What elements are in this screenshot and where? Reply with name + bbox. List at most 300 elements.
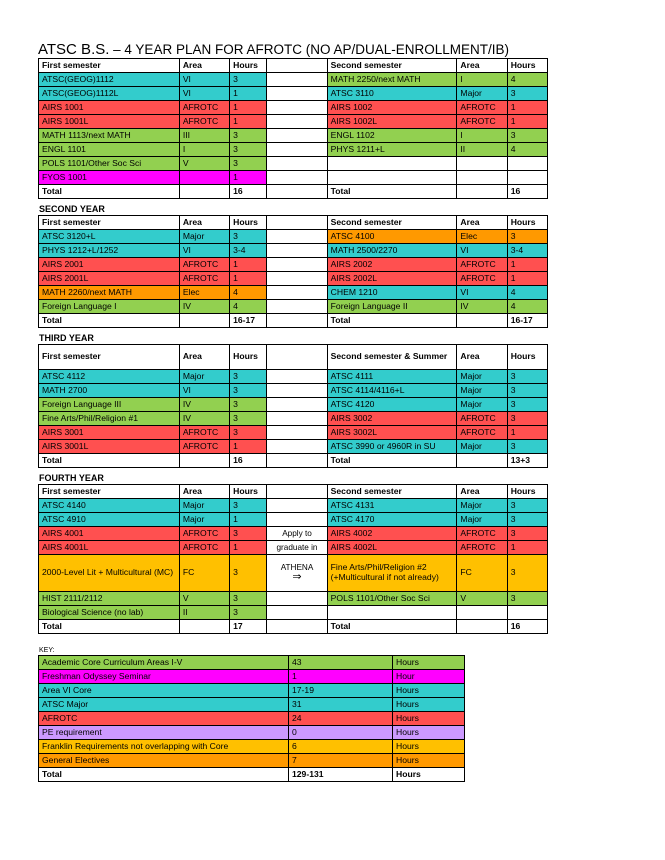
course-hours: 3 xyxy=(230,73,267,87)
spacer-cell xyxy=(267,129,327,143)
year-table xyxy=(38,344,548,468)
course-hours: 4 xyxy=(507,73,547,87)
course-hours: 1 xyxy=(230,272,267,286)
course-name: AIRS 4002L xyxy=(327,541,457,555)
spacer-cell xyxy=(267,384,327,398)
course-area xyxy=(457,157,507,171)
course-hours: 1 xyxy=(230,440,267,454)
course-hours: 1 xyxy=(230,513,267,527)
course-name: ATSC 4114/4116+L xyxy=(327,384,457,398)
course-hours: 3 xyxy=(507,384,547,398)
course-area: I xyxy=(179,143,229,157)
total-label: Total xyxy=(327,314,457,328)
spacer-cell xyxy=(267,440,327,454)
course-name: AIRS 2001L xyxy=(39,272,180,286)
key-row xyxy=(39,698,465,712)
key-total-row xyxy=(39,768,465,782)
course-hours: 3 xyxy=(507,129,547,143)
course-hours xyxy=(507,171,547,185)
header-first-semester: First semester xyxy=(39,216,180,230)
course-area: AFROTC xyxy=(179,115,229,129)
key-hours: 7 xyxy=(289,754,393,768)
course-hours: 3 xyxy=(507,370,547,384)
key-row xyxy=(39,684,465,698)
course-area: V xyxy=(457,592,507,606)
key-category: Franklin Requirements not overlapping with Core xyxy=(39,740,289,754)
table-row xyxy=(39,157,548,171)
spacer-cell xyxy=(267,185,327,199)
total-hours: 16 xyxy=(230,454,267,468)
course-hours: 3 xyxy=(507,592,547,606)
apply-note-line2: graduate in xyxy=(267,541,327,555)
spacer-cell xyxy=(267,272,327,286)
year-table xyxy=(38,58,548,199)
course-hours: 3-4 xyxy=(230,244,267,258)
table-row xyxy=(39,541,548,555)
course-area: IV xyxy=(457,300,507,314)
course-name: ENGL 1101 xyxy=(39,143,180,157)
course-area: AFROTC xyxy=(179,426,229,440)
header-first-semester: First semester xyxy=(39,59,180,73)
spacer-cell xyxy=(267,370,327,384)
key-unit: Hours xyxy=(393,726,465,740)
course-area: V xyxy=(179,592,229,606)
spacer-cell xyxy=(267,345,327,370)
spacer-cell xyxy=(267,157,327,171)
table-header-row xyxy=(39,345,548,370)
spacer-cell xyxy=(267,115,327,129)
table-header-row xyxy=(39,59,548,73)
course-hours: 3 xyxy=(507,412,547,426)
course-name: ATSC 4112 xyxy=(39,370,180,384)
course-hours xyxy=(507,157,547,171)
total-hours: 17 xyxy=(230,620,267,634)
course-name: ATSC 4120 xyxy=(327,398,457,412)
right-arrow-icon: ⇒ xyxy=(292,571,302,583)
table-row xyxy=(39,527,548,541)
course-name: ATSC 4910 xyxy=(39,513,180,527)
course-name: AIRS 3002L xyxy=(327,426,457,440)
course-area: II xyxy=(457,143,507,157)
course-name xyxy=(327,606,457,620)
course-area: AFROTC xyxy=(179,101,229,115)
course-name: AIRS 2002L xyxy=(327,272,457,286)
key-category: PE requirement xyxy=(39,726,289,740)
header-second-semester: Second semester xyxy=(327,59,457,73)
course-area: FC xyxy=(457,555,507,592)
course-hours: 4 xyxy=(507,143,547,157)
header-area: Area xyxy=(179,216,229,230)
key-unit: Hours xyxy=(393,698,465,712)
key-row xyxy=(39,740,465,754)
course-area: AFROTC xyxy=(457,258,507,272)
course-hours: 3 xyxy=(507,398,547,412)
header-area: Area xyxy=(457,485,507,499)
key-row xyxy=(39,670,465,684)
course-name: AIRS 4001 xyxy=(39,527,180,541)
course-name: AIRS 3001 xyxy=(39,426,180,440)
course-hours: 3 xyxy=(507,527,547,541)
course-hours: 3 xyxy=(507,555,547,592)
table-row xyxy=(39,258,548,272)
course-name: ATSC(GEOG)1112L xyxy=(39,87,180,101)
spacer-cell xyxy=(267,592,327,606)
year-label: THIRD YEAR xyxy=(39,333,94,343)
year-table xyxy=(38,215,548,328)
header-hours: Hours xyxy=(230,485,267,499)
spacer-cell xyxy=(267,244,327,258)
course-area: Major xyxy=(179,370,229,384)
course-area: Elec xyxy=(457,230,507,244)
table-row xyxy=(39,592,548,606)
course-hours: 3 xyxy=(507,230,547,244)
spacer-cell xyxy=(267,314,327,328)
course-area: VI xyxy=(179,73,229,87)
course-hours: 3-4 xyxy=(507,244,547,258)
course-name: ATSC 4170 xyxy=(327,513,457,527)
header-hours: Hours xyxy=(507,59,547,73)
total-label: Total xyxy=(39,314,180,328)
course-area: AFROTC xyxy=(179,541,229,555)
course-area: VI xyxy=(179,384,229,398)
course-hours: 3 xyxy=(230,157,267,171)
course-hours: 3 xyxy=(230,143,267,157)
course-hours: 1 xyxy=(507,426,547,440)
apply-note-line1: Apply to xyxy=(267,527,327,541)
course-area: Major xyxy=(179,513,229,527)
course-area: IV xyxy=(179,398,229,412)
course-name: CHEM 1210 xyxy=(327,286,457,300)
key-category: Academic Core Curriculum Areas I-V xyxy=(39,656,289,670)
total-label: Total xyxy=(327,454,457,468)
course-name: POLS 1101/Other Soc Sci xyxy=(39,157,180,171)
table-header-row xyxy=(39,485,548,499)
course-name: AIRS 1001L xyxy=(39,115,180,129)
course-name: AIRS 4001L xyxy=(39,541,180,555)
course-area: AFROTC xyxy=(457,115,507,129)
course-hours: 1 xyxy=(230,101,267,115)
key-unit: Hours xyxy=(393,712,465,726)
spacer-cell xyxy=(267,398,327,412)
key-hours: 24 xyxy=(289,712,393,726)
key-category: General Electives xyxy=(39,754,289,768)
course-area: VI xyxy=(457,286,507,300)
table-row xyxy=(39,244,548,258)
table-row xyxy=(39,426,548,440)
course-name: PHYS 1211+L xyxy=(327,143,457,157)
course-name: AIRS 3002 xyxy=(327,412,457,426)
table-row xyxy=(39,370,548,384)
course-name: ATSC 4100 xyxy=(327,230,457,244)
key-unit: Hours xyxy=(393,754,465,768)
header-second-semester: Second semester xyxy=(327,485,457,499)
course-name: MATH 2700 xyxy=(39,384,180,398)
course-name: MATH 2250/next MATH xyxy=(327,73,457,87)
course-name: MATH 2500/2270 xyxy=(327,244,457,258)
key-label: KEY: xyxy=(39,647,55,654)
table-row xyxy=(39,384,548,398)
course-name: POLS 1101/Other Soc Sci xyxy=(327,592,457,606)
header-area: Area xyxy=(457,345,507,370)
course-hours: 3 xyxy=(507,499,547,513)
key-hours: 31 xyxy=(289,698,393,712)
course-name xyxy=(327,171,457,185)
key-hours: 43 xyxy=(289,656,393,670)
empty-cell xyxy=(179,454,229,468)
table-row xyxy=(39,272,548,286)
spacer-cell xyxy=(267,143,327,157)
course-hours: 3 xyxy=(230,527,267,541)
course-hours: 3 xyxy=(230,370,267,384)
key-category: Area VI Core xyxy=(39,684,289,698)
table-row xyxy=(39,101,548,115)
key-unit: Hours xyxy=(393,740,465,754)
table-row xyxy=(39,230,548,244)
course-area: AFROTC xyxy=(179,272,229,286)
total-label: Total xyxy=(327,185,457,199)
spacer-cell xyxy=(267,485,327,499)
course-hours: 1 xyxy=(507,101,547,115)
document-page xyxy=(38,42,550,782)
table-row xyxy=(39,115,548,129)
table-row xyxy=(39,73,548,87)
course-name: Foreign Language III xyxy=(39,398,180,412)
key-hours: 0 xyxy=(289,726,393,740)
spacer-cell xyxy=(267,300,327,314)
course-hours: 3 xyxy=(230,230,267,244)
header-area: Area xyxy=(179,485,229,499)
total-label: Total xyxy=(39,454,180,468)
key-category: ATSC Major xyxy=(39,698,289,712)
spacer-cell xyxy=(267,499,327,513)
course-area xyxy=(457,171,507,185)
key-total-hours: 129-131 xyxy=(289,768,393,782)
table-row xyxy=(39,143,548,157)
course-hours: 3 xyxy=(230,606,267,620)
course-hours: 3 xyxy=(230,129,267,143)
spacer-cell xyxy=(267,620,327,634)
course-name: ATSC 3120+L xyxy=(39,230,180,244)
header-hours: Hours xyxy=(507,485,547,499)
course-hours: 4 xyxy=(230,300,267,314)
course-name: ATSC(GEOG)1112 xyxy=(39,73,180,87)
course-area: I xyxy=(457,73,507,87)
course-hours: 1 xyxy=(230,115,267,129)
key-total-unit: Hours xyxy=(393,768,465,782)
course-area: AFROTC xyxy=(179,527,229,541)
key-category: AFROTC xyxy=(39,712,289,726)
course-hours: 3 xyxy=(230,555,267,592)
key-hours: 6 xyxy=(289,740,393,754)
spacer-cell xyxy=(267,59,327,73)
course-name: Fine Arts/Phil/Religion #2 (+Multicultural if not already) xyxy=(327,555,457,592)
key-row xyxy=(39,754,465,768)
plan-years xyxy=(38,58,550,634)
course-name: ATSC 4131 xyxy=(327,499,457,513)
spacer-cell xyxy=(267,513,327,527)
course-area: Elec xyxy=(179,286,229,300)
course-hours: 3 xyxy=(230,592,267,606)
course-area xyxy=(457,606,507,620)
course-name: MATH 1113/next MATH xyxy=(39,129,180,143)
course-area: I xyxy=(457,129,507,143)
course-area: VI xyxy=(179,244,229,258)
key-hours: 1 xyxy=(289,670,393,684)
course-area: AFROTC xyxy=(179,258,229,272)
course-hours xyxy=(507,606,547,620)
key-hours: 17-19 xyxy=(289,684,393,698)
total-hours: 16-17 xyxy=(507,314,547,328)
course-name: AIRS 1001 xyxy=(39,101,180,115)
course-hours: 1 xyxy=(230,541,267,555)
total-row xyxy=(39,454,548,468)
empty-cell xyxy=(179,314,229,328)
key-category: Freshman Odyssey Seminar xyxy=(39,670,289,684)
spacer-cell xyxy=(267,412,327,426)
key-row xyxy=(39,656,465,670)
course-area: Major xyxy=(457,440,507,454)
key-unit: Hour xyxy=(393,670,465,684)
header-second-semester: Second semester & Summer xyxy=(327,345,457,370)
course-area: Major xyxy=(179,230,229,244)
empty-cell xyxy=(179,185,229,199)
course-name: MATH 2260/next MATH xyxy=(39,286,180,300)
header-hours: Hours xyxy=(230,216,267,230)
course-hours: 3 xyxy=(230,384,267,398)
course-area: IV xyxy=(179,412,229,426)
course-hours: 1 xyxy=(230,171,267,185)
course-hours: 1 xyxy=(507,258,547,272)
course-area: AFROTC xyxy=(457,412,507,426)
course-name: AIRS 2002 xyxy=(327,258,457,272)
course-name: AIRS 3001L xyxy=(39,440,180,454)
athena-label: ATHENA xyxy=(280,563,314,573)
page-title xyxy=(38,42,550,58)
table-row xyxy=(39,412,548,426)
total-hours: 16 xyxy=(230,185,267,199)
course-name: 2000-Level Lit + Multicultural (MC) xyxy=(39,555,180,592)
course-hours: 4 xyxy=(230,286,267,300)
table-row xyxy=(39,499,548,513)
spacer-cell xyxy=(267,258,327,272)
header-hours: Hours xyxy=(230,345,267,370)
header-area: Area xyxy=(457,59,507,73)
key-unit: Hours xyxy=(393,656,465,670)
table-row xyxy=(39,87,548,101)
spacer-cell xyxy=(267,216,327,230)
table-row xyxy=(39,129,548,143)
apply-note-athena xyxy=(267,555,327,592)
course-name: AIRS 1002 xyxy=(327,101,457,115)
course-area: AFROTC xyxy=(457,426,507,440)
course-area: Major xyxy=(179,499,229,513)
course-hours: 3 xyxy=(507,87,547,101)
table-row xyxy=(39,440,548,454)
course-area: AFROTC xyxy=(179,440,229,454)
spacer-cell xyxy=(267,286,327,300)
total-label: Total xyxy=(327,620,457,634)
course-hours: 3 xyxy=(230,398,267,412)
table-row xyxy=(39,555,548,592)
course-name: Foreign Language I xyxy=(39,300,180,314)
total-hours: 13+3 xyxy=(507,454,547,468)
table-row xyxy=(39,171,548,185)
header-hours: Hours xyxy=(507,345,547,370)
course-hours: 3 xyxy=(230,499,267,513)
empty-cell xyxy=(179,620,229,634)
spacer-cell xyxy=(267,87,327,101)
header-second-semester: Second semester xyxy=(327,216,457,230)
course-hours: 1 xyxy=(507,541,547,555)
course-name: ATSC 4140 xyxy=(39,499,180,513)
table-row xyxy=(39,300,548,314)
course-hours: 3 xyxy=(507,440,547,454)
course-name: ATSC 3110 xyxy=(327,87,457,101)
course-hours: 3 xyxy=(507,513,547,527)
year-label: FOURTH YEAR xyxy=(39,473,104,483)
title-main: ATSC B.S. xyxy=(38,41,110,58)
course-area: VI xyxy=(179,87,229,101)
course-name: AIRS 1002L xyxy=(327,115,457,129)
course-area: FC xyxy=(179,555,229,592)
spacer-cell xyxy=(267,426,327,440)
key-table xyxy=(38,655,465,782)
course-area: AFROTC xyxy=(457,101,507,115)
course-hours: 1 xyxy=(230,258,267,272)
course-name: Biological Science (no lab) xyxy=(39,606,180,620)
table-row xyxy=(39,398,548,412)
empty-cell xyxy=(457,620,507,634)
course-name: FYOS 1001 xyxy=(39,171,180,185)
course-hours: 1 xyxy=(507,115,547,129)
total-hours: 16 xyxy=(507,620,547,634)
header-hours: Hours xyxy=(507,216,547,230)
course-area: Major xyxy=(457,87,507,101)
course-area: V xyxy=(179,157,229,171)
course-area xyxy=(179,171,229,185)
total-row xyxy=(39,185,548,199)
header-first-semester: First semester xyxy=(39,345,180,370)
course-hours: 3 xyxy=(230,412,267,426)
course-hours: 4 xyxy=(507,286,547,300)
course-area: Major xyxy=(457,370,507,384)
key-row xyxy=(39,726,465,740)
total-hours: 16-17 xyxy=(230,314,267,328)
total-row xyxy=(39,620,548,634)
course-area: AFROTC xyxy=(457,527,507,541)
empty-cell xyxy=(457,185,507,199)
key-total-label: Total xyxy=(39,768,289,782)
empty-cell xyxy=(457,314,507,328)
year-label: SECOND YEAR xyxy=(39,204,105,214)
header-hours: Hours xyxy=(230,59,267,73)
course-name: PHYS 1212+L/1252 xyxy=(39,244,180,258)
table-row xyxy=(39,286,548,300)
course-area: Major xyxy=(457,499,507,513)
course-name: HIST 2111/2112 xyxy=(39,592,180,606)
table-row xyxy=(39,606,548,620)
course-area: AFROTC xyxy=(457,272,507,286)
header-area: Area xyxy=(179,59,229,73)
course-area: IV xyxy=(179,300,229,314)
spacer-cell xyxy=(267,171,327,185)
course-name: ATSC 3990 or 4960R in SU xyxy=(327,440,457,454)
spacer-cell xyxy=(267,73,327,87)
spacer-cell xyxy=(267,230,327,244)
course-hours: 3 xyxy=(230,426,267,440)
course-name: ATSC 4111 xyxy=(327,370,457,384)
header-area: Area xyxy=(457,216,507,230)
